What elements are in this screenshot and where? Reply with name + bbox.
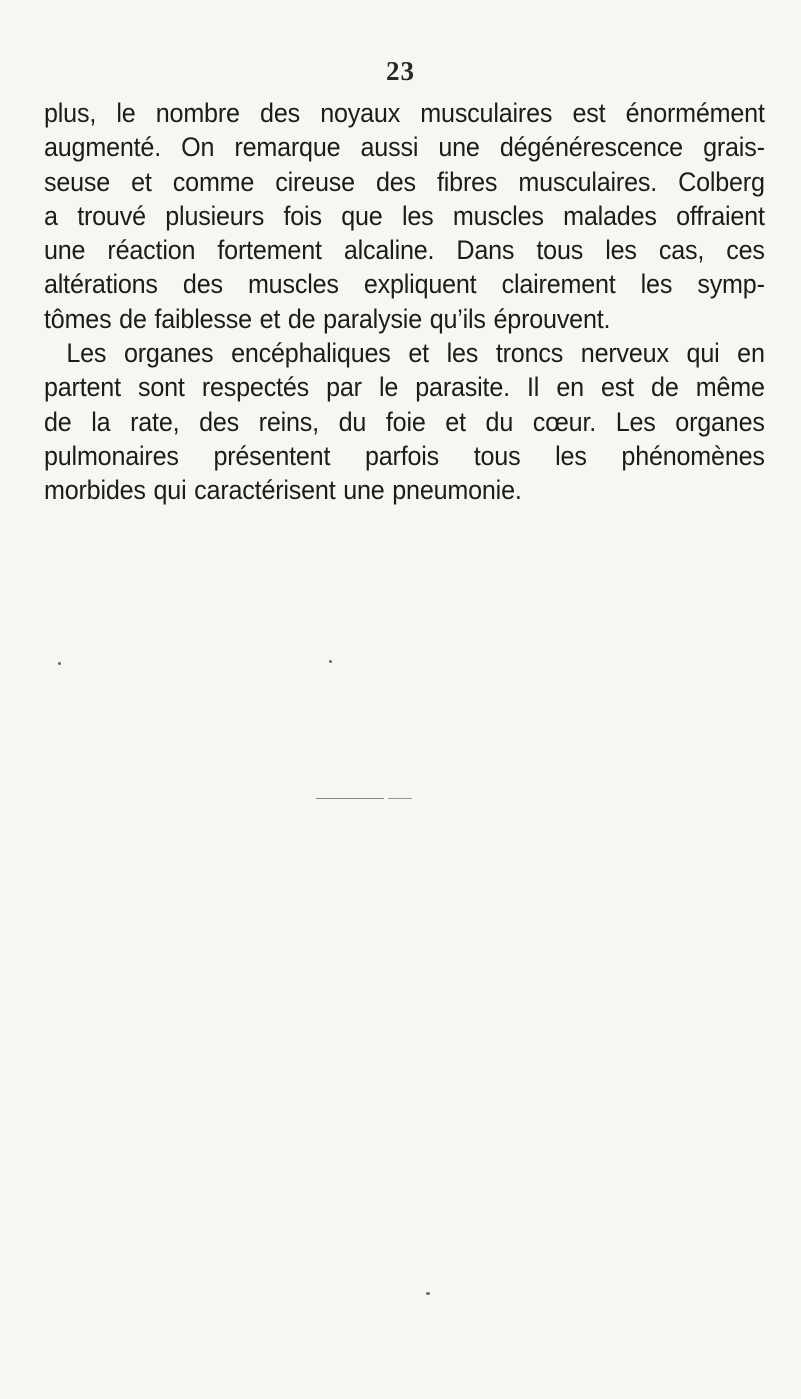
paper-speck [329, 660, 332, 663]
text-line-9: partent sont respectés par le parasite. Il en est de même [44, 372, 765, 403]
text-line-8: Les organes encéphaliques et les troncs nerveux qui en [66, 338, 765, 369]
text-line-4: a trouvé plusieurs fois que les muscles malades offraient [44, 200, 765, 231]
text-line-12: morbides qui caractérisent une pneumonie. [44, 475, 522, 506]
text-line-7: tômes de faiblesse et de paralysie qu’ils éprouvent. [44, 303, 611, 334]
page-number: 23 [386, 56, 415, 86]
faint-rule-short [388, 798, 412, 799]
text-line-1: plus, le nombre des noyaux musculaires est énormément [44, 98, 765, 128]
text-line-10: de la rate, des reins, du foie et du cœur. Les organes [44, 406, 765, 437]
paper-speck [58, 662, 61, 665]
text-line-2: augmenté. On remarque aussi une dégénérescence grais- [44, 132, 765, 163]
body-text [44, 96, 766, 508]
paper-speck [426, 1292, 430, 1295]
text-line-5: une réaction fortement alcaline. Dans tous les cas, ces [44, 235, 765, 266]
faint-rule [316, 798, 384, 799]
text-line-6: altérations des muscles expliquent clairement les symp- [44, 269, 765, 300]
text-line-11: pulmonaires présentent parfois tous les phénomènes [44, 440, 765, 471]
text-line-3: seuse et comme cireuse des fibres musculaires. Colberg [44, 166, 765, 197]
